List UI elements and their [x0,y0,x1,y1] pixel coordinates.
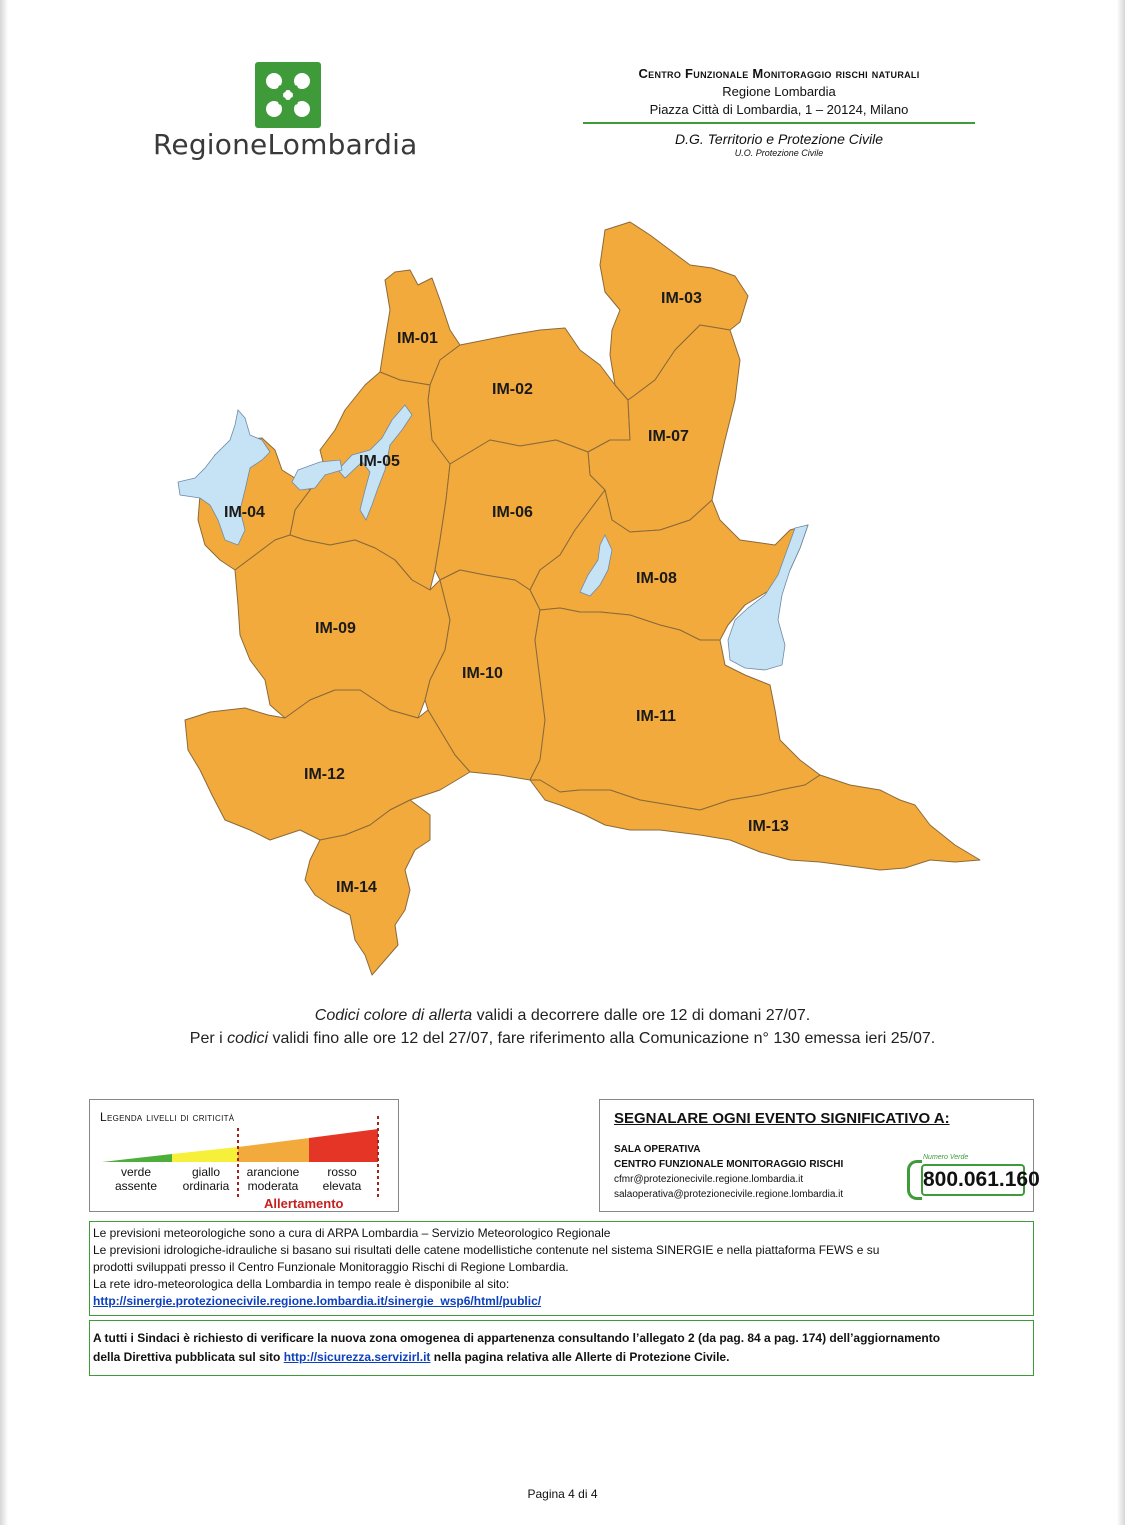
dg-name: D.G. Territorio e Protezione Civile [674,131,883,147]
address: Piazza Città di Lombardia, 1 – 20124, Milano [649,102,909,117]
report-title: SEGNALARE OGNI EVENTO SIGNIFICATIVO A: [614,1110,950,1127]
zone-label: IM-03 [661,290,702,307]
centro-funzionale: CENTRO FUNZIONALE MONITORAGGIO RISCHI [614,1159,844,1170]
legend-segment-verde [102,1154,172,1162]
mayors-notice-box [89,1320,1034,1376]
zone-label: IM-07 [648,428,689,445]
region-name: Regione Lombardia [722,84,836,99]
logo-text: RegioneLombardia [153,128,418,161]
validity-line-1: Codici colore di allerta validi a decorrere dalle ore 12 di domani 27/07. [314,1007,811,1024]
numero-verde-value: 800.061.160 [921,1164,1025,1196]
center-title: Centro Funzionale Monitoraggio rischi naturali [638,66,920,81]
legend-label-verde: verde assente [114,1165,158,1193]
legend-segment-giallo [172,1147,238,1162]
zone-label: IM-04 [224,504,265,521]
zone-label: IM-13 [748,818,789,835]
sinergie-link[interactable]: http://sinergie.protezionecivile.regione.lombardia.it/sinergie_wsp6/html/public/ [93,1294,542,1308]
zone-label: IM-09 [315,620,356,637]
zone-label: IM-08 [636,570,677,587]
info-line: Le previsioni idrologiche-idrauliche si basano sui risultati delle catene modellistiche contenute nel sistema SINERGIE e nella piattaforma FEWS e su [93,1243,880,1257]
sala-operativa: SALA OPERATIVA [614,1144,701,1155]
email-sala-operativa[interactable]: salaoperativa@protezionecivile.regione.lombardia.it [614,1189,844,1200]
uo-name: U.O. Protezione Civile [734,148,824,158]
report-events-box [599,1099,1040,1212]
zone-label: IM-14 [336,879,377,896]
zone-label: IM-01 [397,330,438,347]
legend-label-arancione: arancione moderata [246,1165,300,1193]
page-number: Pagina 4 di 4 [527,1487,598,1501]
info-line: La rete idro-meteorologica della Lombardia in tempo reale è disponibile al sito: [93,1277,510,1291]
legend-segment-arancione [238,1138,309,1162]
numero-verde[interactable] [905,1154,1040,1194]
legend-title: Legenda livelli di criticità [100,1110,235,1124]
criticality-legend [89,1099,399,1212]
legend-segment-rosso [309,1129,378,1162]
info-line: Le previsioni meteorologiche sono a cura di ARPA Lombardia – Servizio Meteorologico Regionale [93,1226,611,1240]
validity-note [0,1004,1125,1050]
sicurezza-link[interactable]: http://sicurezza.servizirl.it [283,1350,431,1364]
allertamento-label: Allertamento [264,1196,344,1211]
legend-wedge [90,1100,398,1211]
info-line: prodotti sviluppati presso il Centro Funzionale Monitoraggio Rischi di Regione Lombardia. [93,1260,569,1274]
notice-line: della Direttiva pubblicata sul sito http://sicurezza.servizirl.it nella pagina relativa alle Allerte di Protezione Civile. [93,1350,730,1364]
email-cfmr[interactable]: cfmr@protezionecivile.regione.lombardia.it [614,1174,804,1185]
zone-label: IM-10 [462,665,503,682]
validity-line-2: Per i codici validi fino alle ore 12 del 27/07, fare riferimento alla Comunicazione n° 130 emessa ieri 25/07. [189,1030,936,1047]
zone-label: IM-05 [359,453,400,470]
numero-verde-label: Numero Verde [923,1154,969,1161]
forecast-info-box [89,1221,1034,1316]
notice-line: A tutti i Sindaci è richiesto di verificare la nuova zona omogenea di appartenenza consultando l’allegato 2 (da pag. 84 a pag. 174) dell’aggiornamento [93,1331,941,1345]
phone-icon [907,1160,922,1200]
zone-label: IM-02 [492,381,533,398]
zone-label: IM-11 [636,708,677,725]
legend-label-rosso: rosso elevata [322,1165,362,1193]
report-contacts [614,1142,843,1202]
zone-label: IM-12 [304,766,345,783]
legend-label-giallo: giallo ordinaria [182,1165,230,1193]
zone-label: IM-06 [492,504,533,521]
